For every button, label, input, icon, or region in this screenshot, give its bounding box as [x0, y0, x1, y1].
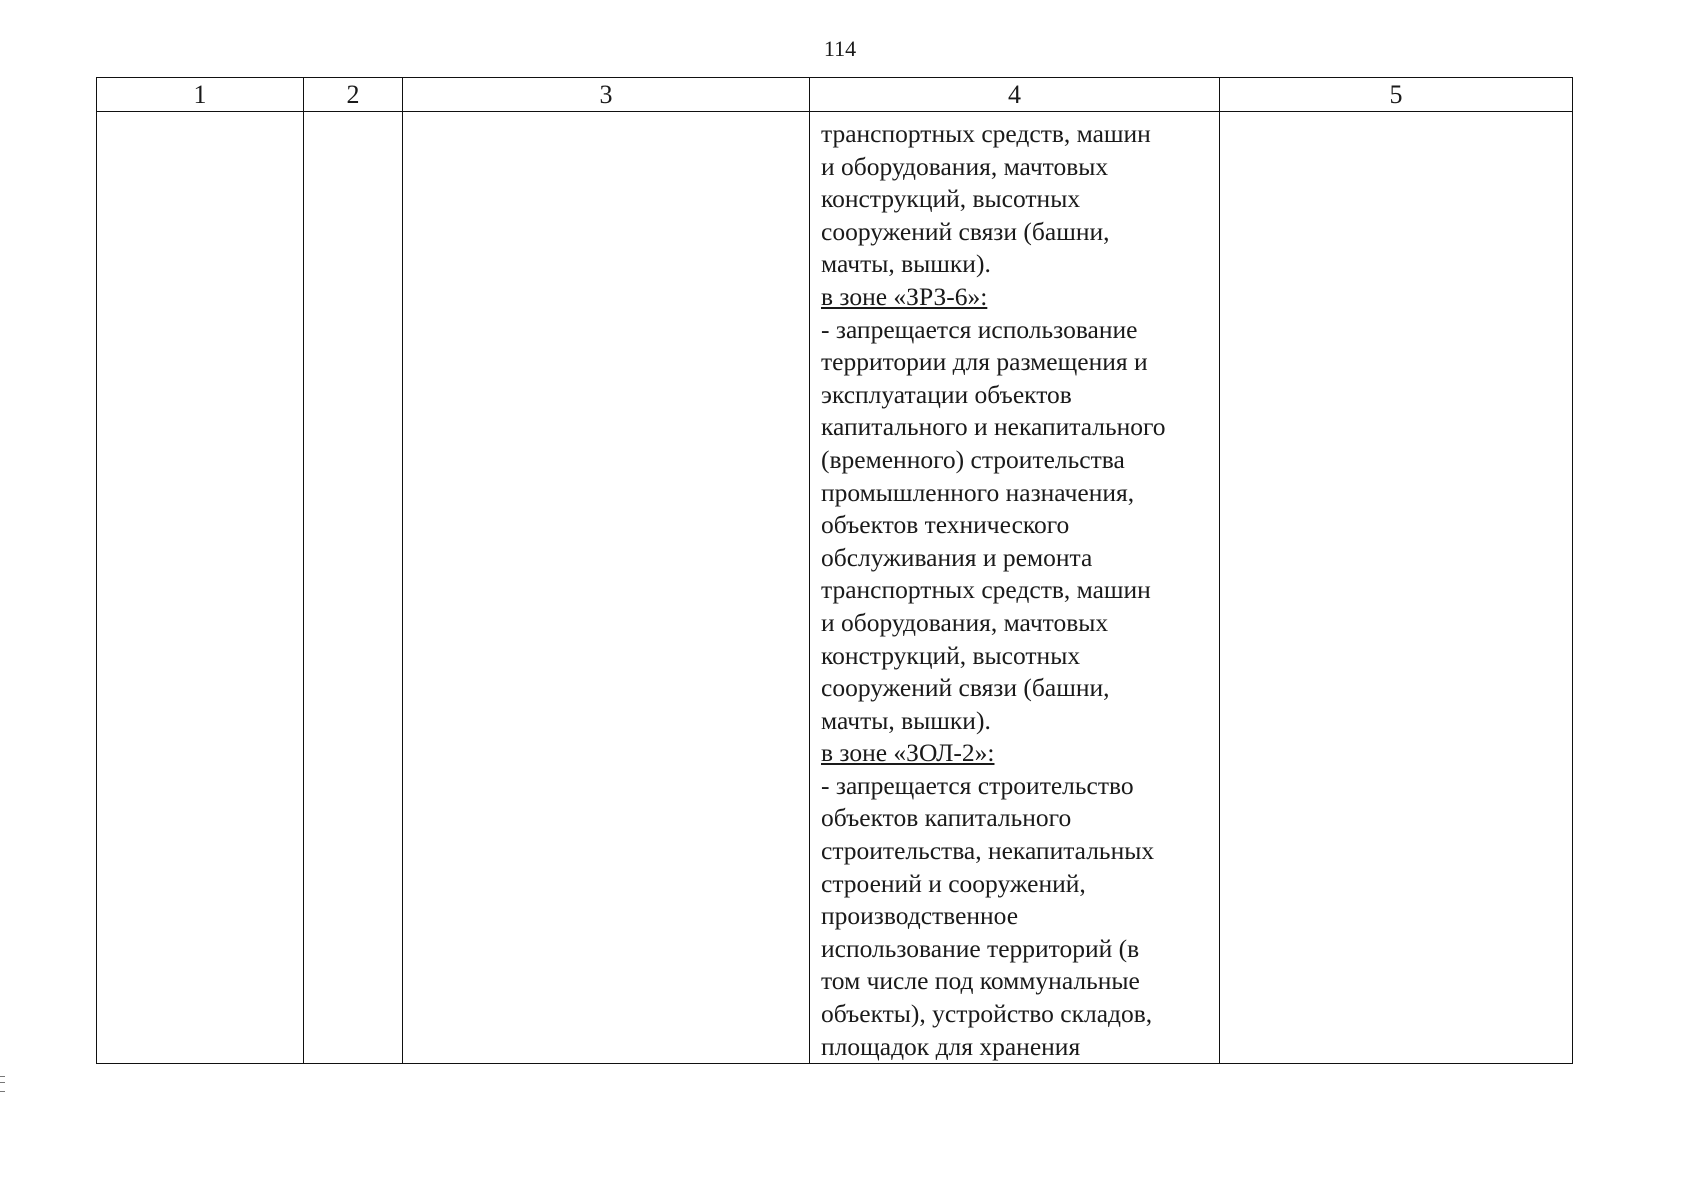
zone-heading: в зоне «ЗРЗ-6»: [821, 281, 988, 311]
text-line: производственное [821, 901, 1019, 931]
column-header-2: 2 [304, 78, 403, 112]
regulations-table [96, 77, 1573, 1064]
column-header-3: 3 [403, 78, 810, 112]
text-line: транспортных средств, машин [821, 119, 1151, 148]
zone-heading: в зоне «ЗОЛ-2»: [821, 738, 995, 768]
text-line: строений и сооружений, [821, 868, 1086, 898]
text-line: капитального и некапитального [821, 412, 1166, 442]
text-line: сооружений связи (башни, [821, 216, 1110, 246]
text-line: и оборудования, мачтовых [821, 607, 1109, 637]
cell-col5 [1220, 112, 1573, 1064]
text-line: территории для размещения и [821, 347, 1148, 377]
text-line: строительства, некапитальных [821, 836, 1155, 866]
text-line: и оборудования, мачтовых [821, 151, 1109, 181]
table-header-row [97, 78, 1573, 112]
text-line: конструкций, высотных [821, 184, 1081, 214]
text-line: площадок для хранения [821, 1031, 1081, 1061]
text-line: обслуживания и ремонта [821, 542, 1093, 572]
text-line: - запрещается строительство [821, 770, 1134, 800]
cell-col4 [810, 112, 1220, 1064]
text-line: том числе под коммунальные [821, 966, 1140, 996]
text-line: эксплуатации объектов [821, 379, 1072, 409]
text-line: объекты), устройство складов, [821, 999, 1153, 1029]
text-line: мачты, вышки). [821, 249, 991, 279]
restrictions-text [810, 112, 1219, 1063]
text-line: объектов капитального [821, 803, 1072, 833]
column-header-4: 4 [810, 78, 1220, 112]
text-line: (временного) строительства [821, 444, 1125, 474]
text-line: транспортных средств, машин [821, 575, 1151, 605]
cell-col1 [97, 112, 304, 1064]
page-number: 114 [823, 36, 857, 61]
text-line: конструкций, высотных [821, 640, 1081, 670]
text-line: объектов технического [821, 510, 1070, 540]
cell-col2 [304, 112, 403, 1064]
text-line: промышленного назначения, [821, 477, 1135, 507]
column-header-5: 5 [1220, 78, 1573, 112]
scan-edge-mark [0, 1076, 5, 1092]
column-header-1: 1 [97, 78, 304, 112]
text-line: мачты, вышки). [821, 705, 991, 735]
text-line: использование территорий (в [821, 933, 1140, 963]
text-line: сооружений связи (башни, [821, 673, 1110, 703]
table-row [97, 112, 1573, 1064]
cell-col3 [403, 112, 810, 1064]
text-line: - запрещается использование [821, 314, 1138, 344]
